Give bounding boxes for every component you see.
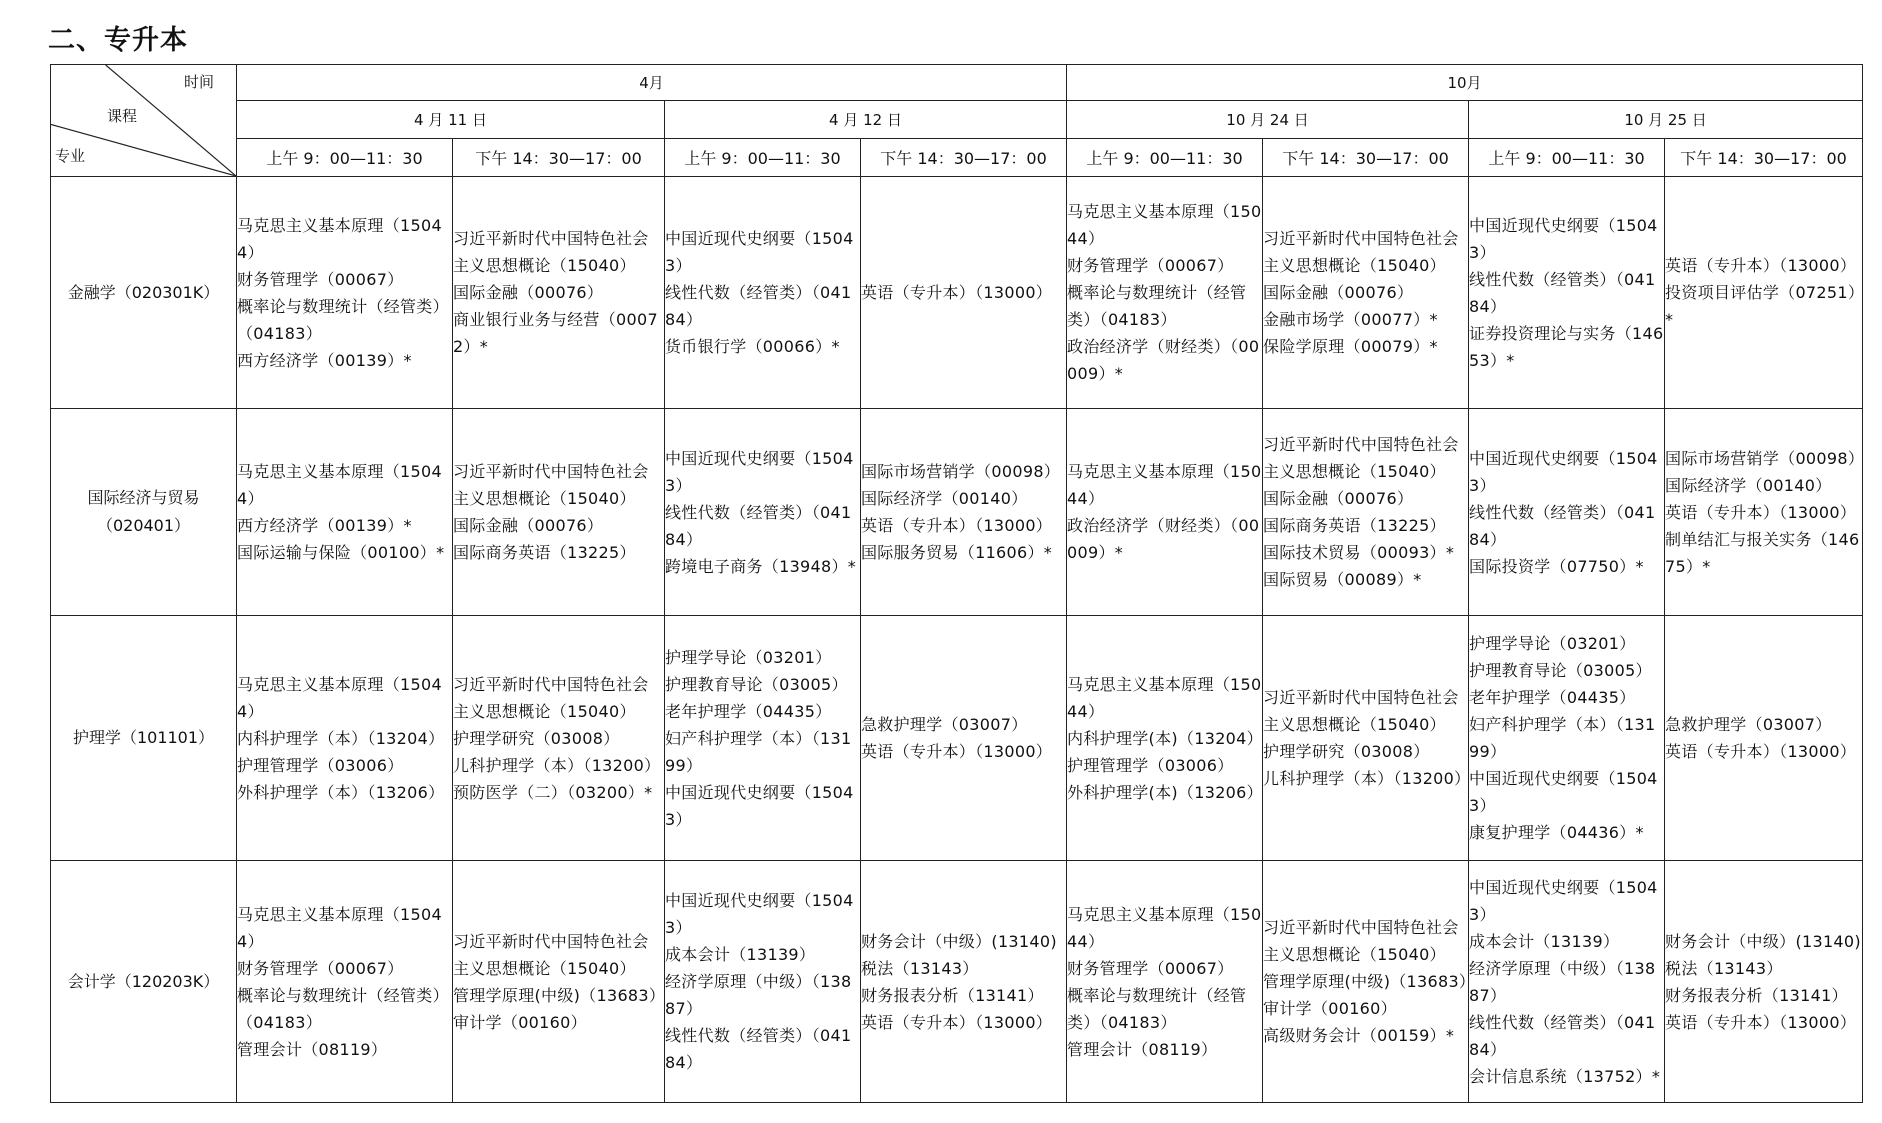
session-courses-cell (861, 861, 1067, 1103)
course-entry: 急救护理学（03007） (861, 715, 1028, 734)
date-header: 10 月 24 日 (1067, 101, 1469, 139)
course-entry: 妇产科护理学（本）（13199） (1469, 715, 1656, 761)
course-entry: 儿科护理学（本）（13200） (1263, 769, 1471, 788)
session-courses-cell (1067, 616, 1263, 861)
course-entry: 中国近现代史纲要（15043） (665, 782, 854, 829)
schedule-body (51, 177, 1863, 1103)
course-entry: 中国近现代史纲要（15043） (665, 448, 854, 495)
major-name-cell: 护理学（101101） (51, 616, 237, 861)
session-courses-cell (453, 409, 665, 616)
session-courses-cell (665, 409, 861, 616)
course-entry: 概率论与数理统计（经管类）（04183） (1067, 985, 1247, 1032)
course-entry: 跨境电子商务（13948）* (665, 556, 857, 576)
course-entry: 政治经济学（财经类）（00009）* (1067, 516, 1260, 562)
course-entry: 外科护理学（本）（13206） (237, 782, 445, 802)
date-header-row (51, 101, 1863, 139)
course-entry: 财务管理学（00067） (237, 958, 404, 978)
course-entry: 国际市场营销学（00098） (861, 462, 1061, 481)
major-name-cell: 国际经济与贸易（020401） (51, 409, 237, 616)
course-entry: 国际运输与保险（00100）* (237, 543, 445, 562)
session-courses-cell (453, 616, 665, 861)
course-entry: 预防医学（二）（03200）* (453, 782, 653, 802)
session-header: 上午 9：00—11：30 (665, 139, 861, 177)
corner-major-label: 专业 (55, 147, 86, 165)
course-entry: 中国近现代史纲要（15043） (1469, 448, 1658, 495)
course-entry: 中国近现代史纲要（15043） (665, 229, 854, 275)
course-entry: 护理管理学（03006） (1067, 755, 1234, 775)
course-entry: 习近平新时代中国特色社会主义思想概论（15040） (1263, 688, 1459, 734)
major-row (51, 861, 1863, 1103)
corner-course-label: 课程 (107, 107, 138, 125)
course-entry: 英语（专升本）（13000） (861, 1012, 1053, 1032)
course-entry: 经济学原理（中级）（13887） (665, 972, 852, 1018)
course-entry: 线性代数（经管类）（04184） (1469, 1012, 1656, 1059)
course-entry: 护理教育导论（03005） (1469, 661, 1652, 680)
session-header: 下午 14：30—17：00 (1263, 139, 1469, 177)
session-courses-cell (453, 177, 665, 409)
course-entry: 国际技术贸易（00093）* (1263, 543, 1455, 562)
course-entry: 护理教育导论（03005） (665, 674, 848, 694)
session-courses-cell (1469, 861, 1665, 1103)
course-entry: 马克思主义基本原理（15044） (1067, 674, 1262, 721)
course-entry: 老年护理学（04435） (665, 701, 832, 721)
session-header: 下午 14：30—17：00 (453, 139, 665, 177)
session-courses-cell (237, 409, 453, 616)
course-entry: 税法（13143） (861, 958, 979, 978)
session-header: 上午 9：00—11：30 (1469, 139, 1665, 177)
course-entry: 线性代数（经管类）（04184） (1469, 269, 1656, 316)
course-entry: 妇产科护理学（本）（13199） (665, 728, 852, 775)
course-entry: 货币银行学（00066）* (665, 337, 840, 356)
session-courses-cell (1665, 409, 1863, 616)
session-courses-cell (1067, 177, 1263, 409)
course-entry: 国际商务英语（13225） (453, 543, 636, 562)
session-courses-cell (665, 861, 861, 1103)
course-entry: 国际经济学（00140） (861, 489, 1028, 508)
course-entry: 护理学研究（03008） (1263, 742, 1430, 761)
course-entry: 审计学（00160） (453, 1012, 587, 1032)
course-entry: 财务管理学（00067） (237, 269, 404, 289)
course-entry: 护理学导论（03201） (665, 647, 832, 667)
course-entry: 儿科护理学（本）（13200） (453, 755, 661, 775)
session-courses-cell (861, 409, 1067, 616)
course-entry: 金融市场学（00077）* (1263, 310, 1438, 329)
course-entry: 财务报表分析（13141） (1665, 985, 1848, 1005)
major-name-cell: 金融学（020301K） (51, 177, 237, 409)
course-entry: 康复护理学（04436）* (1469, 823, 1644, 842)
course-entry: 英语（专升本）（13000） (861, 516, 1053, 535)
course-entry: 概率论与数理统计（经管类）（04183） (237, 985, 449, 1032)
course-entry: 老年护理学（04435） (1469, 688, 1636, 707)
course-entry: 财务会计（中级）(13140) (1665, 931, 1861, 951)
course-entry: 国际服务贸易（11606）* (861, 543, 1053, 562)
course-entry: 国际投资学（07750）* (1469, 556, 1644, 576)
course-entry: 马克思主义基本原理（15044） (1067, 462, 1262, 508)
course-entry: 英语（专升本）（13000） (1665, 742, 1857, 761)
course-entry: 国际金融（00076） (453, 283, 604, 302)
session-courses-cell (861, 177, 1067, 409)
course-entry: 英语（专升本）（13000） (1665, 256, 1857, 275)
session-courses-cell (1263, 409, 1469, 616)
course-entry: 线性代数（经管类）（04184） (665, 1026, 852, 1072)
major-row (51, 409, 1863, 616)
corner-time-label: 时间 (183, 73, 214, 91)
course-entry: 马克思主义基本原理（15044） (237, 674, 442, 721)
session-courses-cell (1263, 177, 1469, 409)
session-courses-cell (1665, 616, 1863, 861)
session-courses-cell (1469, 409, 1665, 616)
course-entry: 护理学研究（03008） (453, 728, 620, 748)
course-entry: 财务会计（中级）(13140) (861, 931, 1057, 951)
course-entry: 外科护理学(本)（13206） (1067, 782, 1263, 802)
course-entry: 商业银行业务与经营（00072）* (453, 310, 658, 356)
course-entry: 内科护理学（本）（13204） (237, 728, 445, 748)
course-entry: 会计信息系统（13752）* (1469, 1066, 1661, 1086)
course-entry: 马克思主义基本原理（15044） (237, 462, 442, 508)
course-entry: 马克思主义基本原理（15044） (1067, 202, 1262, 248)
course-entry: 审计学（00160） (1263, 999, 1397, 1018)
course-entry: 护理管理学（03006） (237, 755, 404, 775)
course-entry: 线性代数（经管类）（04184） (665, 283, 852, 329)
session-courses-cell (237, 616, 453, 861)
session-courses-cell (237, 861, 453, 1103)
course-entry: 习近平新时代中国特色社会主义思想概论（15040） (453, 462, 649, 508)
course-entry: 英语（专升本）（13000） (861, 742, 1053, 761)
session-header: 上午 9：00—11：30 (1067, 139, 1263, 177)
session-courses-cell (1067, 861, 1263, 1103)
date-header: 4 月 12 日 (665, 101, 1067, 139)
session-header: 下午 14：30—17：00 (1665, 139, 1863, 177)
course-entry: 国际贸易（00089）* (1263, 570, 1422, 589)
course-entry: 中国近现代史纲要（15043） (1469, 769, 1658, 815)
date-header: 4 月 11 日 (237, 101, 665, 139)
course-entry: 习近平新时代中国特色社会主义思想概论（15040） (453, 229, 649, 275)
session-courses-cell (237, 177, 453, 409)
course-entry: 英语（专升本）（13000） (861, 283, 1053, 302)
course-entry: 国际商务英语（13225） (1263, 516, 1446, 535)
major-name-cell: 会计学（120203K） (51, 861, 237, 1103)
course-entry: 政治经济学（财经类）（00009）* (1067, 337, 1260, 383)
course-entry: 线性代数（经管类）（04184） (1469, 502, 1656, 549)
course-entry: 国际经济学（00140） (1665, 475, 1832, 495)
course-entry: 习近平新时代中国特色社会主义思想概论（15040） (1263, 435, 1459, 481)
course-entry: 西方经济学（00139）* (237, 516, 412, 535)
major-row (51, 616, 1863, 861)
course-entry: 英语（专升本）（13000） (1665, 502, 1857, 522)
course-entry: 财务报表分析（13141） (861, 985, 1044, 1005)
course-entry: 制单结汇与报关实务（14675）* (1665, 529, 1860, 576)
course-entry: 管理会计（08119） (237, 1039, 388, 1059)
course-entry: 经济学原理（中级）（13887） (1469, 958, 1656, 1005)
session-header: 下午 14：30—17：00 (861, 139, 1067, 177)
course-entry: 习近平新时代中国特色社会主义思想概论（15040） (1263, 918, 1459, 964)
major-row (51, 177, 1863, 409)
course-entry: 习近平新时代中国特色社会主义思想概论（15040） (1263, 229, 1459, 275)
course-entry: 管理会计（08119） (1067, 1039, 1218, 1059)
course-entry: 财务管理学（00067） (1067, 256, 1234, 275)
course-entry: 概率论与数理统计（经管类）（04183） (1067, 283, 1247, 329)
session-courses-cell (1665, 861, 1863, 1103)
date-header: 10 月 25 日 (1469, 101, 1863, 139)
session-courses-cell (1263, 861, 1476, 1103)
session-courses-cell (1665, 177, 1863, 409)
course-entry: 急救护理学（03007） (1665, 715, 1832, 734)
session-courses-cell (861, 616, 1067, 861)
course-entry: 习近平新时代中国特色社会主义思想概论（15040） (453, 674, 649, 721)
session-courses-cell (1067, 409, 1263, 616)
course-entry: 国际市场营销学（00098） (1665, 448, 1865, 468)
course-entry: 管理学原理(中级)（13683） (1263, 972, 1476, 991)
session-header: 上午 9：00—11：30 (237, 139, 453, 177)
course-entry: 概率论与数理统计（经管类）（04183） (237, 296, 449, 343)
month-header: 10月 (1067, 65, 1863, 101)
corner-header (51, 65, 237, 177)
course-entry: 成本会计（13139） (665, 945, 816, 964)
month-header-row (51, 65, 1863, 101)
course-entry: 国际金融（00076） (453, 516, 604, 535)
month-header: 4月 (237, 65, 1067, 101)
course-entry: 中国近现代史纲要（15043） (1469, 877, 1658, 924)
course-entry: 高级财务会计（00159）* (1263, 1026, 1455, 1045)
session-courses-cell (1263, 616, 1469, 861)
course-entry: 线性代数（经管类）（04184） (665, 502, 852, 549)
course-entry: 财务管理学（00067） (1067, 958, 1234, 978)
session-header-row (51, 139, 1863, 177)
course-entry: 投资项目评估学（07251）* (1665, 283, 1857, 329)
page-title: 二、专升本 (48, 25, 188, 56)
course-entry: 成本会计（13139） (1469, 931, 1620, 951)
course-entry: 马克思主义基本原理（15044） (237, 904, 442, 951)
session-courses-cell (1469, 177, 1665, 409)
course-entry: 马克思主义基本原理（15044） (237, 215, 442, 262)
course-entry: 英语（专升本）（13000） (1665, 1012, 1857, 1032)
course-entry: 习近平新时代中国特色社会主义思想概论（15040） (453, 931, 649, 978)
course-entry: 西方经济学（00139）* (237, 350, 412, 370)
course-entry: 马克思主义基本原理（15044） (1067, 904, 1262, 951)
course-entry: 中国近现代史纲要（15043） (1469, 215, 1658, 262)
course-entry: 管理学原理(中级)（13683） (453, 985, 666, 1005)
course-entry: 证券投资理论与实务（14653）* (1469, 323, 1664, 370)
exam-schedule-table (50, 64, 1863, 1103)
course-entry: 国际金融（00076） (1263, 489, 1414, 508)
course-entry: 护理学导论（03201） (1469, 634, 1636, 653)
session-courses-cell (1469, 616, 1665, 861)
course-entry: 中国近现代史纲要（15043） (665, 891, 854, 937)
session-courses-cell (453, 861, 665, 1103)
session-courses-cell (665, 616, 861, 861)
course-entry: 税法（13143） (1665, 958, 1783, 978)
course-entry: 保险学原理（00079）* (1263, 337, 1438, 356)
course-entry: 国际金融（00076） (1263, 283, 1414, 302)
course-entry: 内科护理学(本)（13204） (1067, 728, 1263, 748)
session-courses-cell (665, 177, 861, 409)
